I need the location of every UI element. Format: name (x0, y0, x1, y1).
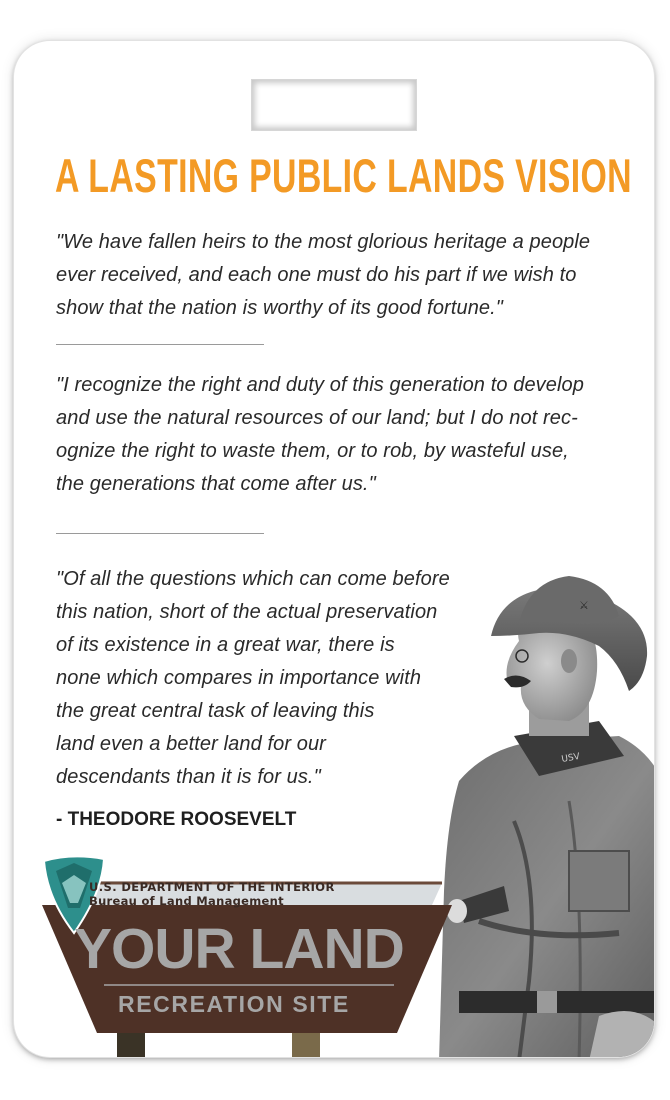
divider (56, 533, 264, 534)
sign-headline: YOUR LAND (74, 917, 404, 981)
badge-slot (251, 79, 417, 131)
quote-2-line: and use the natural resources of our land; but I do not rec- (56, 407, 578, 429)
quote-3-line: this nation, short of the actual preservation (56, 601, 438, 623)
quote-1-line: ever received, and each one must do his part if we wish to (56, 264, 577, 286)
quote-2-line: the generations that come after us." (56, 473, 376, 495)
divider (56, 344, 264, 345)
quote-author: - THEODORE ROOSEVELT (56, 809, 297, 830)
svg-text:⚔: ⚔ (579, 599, 589, 612)
lanyard-card (14, 41, 654, 1057)
quote-3-line: descendants than it is for us." (56, 766, 321, 788)
quote-1-line: show that the nation is worthy of its good fortune." (56, 297, 503, 319)
quote-3-line: "Of all the questions which can come before (56, 568, 450, 590)
quote-3-line: of its existence in a great war, there is (56, 634, 395, 656)
quote-3-line: none which compares in importance with (56, 667, 422, 689)
quote-2-line: ognize the right to waste them, or to rob, by wasteful use, (56, 440, 569, 462)
sign-department: U.S. DEPARTMENT OF THE INTERIOR (89, 880, 335, 894)
svg-text:USV: USV (560, 751, 581, 765)
quote-2 (56, 369, 626, 501)
page-title: A LASTING PUBLIC LANDS VISION (55, 149, 632, 202)
quote-1 (56, 226, 626, 325)
sign-bureau: Bureau of Land Management (89, 894, 284, 908)
quote-1-line: "We have fallen heirs to the most glorious heritage a people (56, 231, 591, 253)
quote-2-line: "I recognize the right and duty of this generation to develop (56, 374, 584, 396)
quote-3-line: land even a better land for our (56, 733, 326, 755)
quote-3-line: the great central task of leaving this (56, 700, 375, 722)
sign-subline: RECREATION SITE (118, 991, 350, 1017)
